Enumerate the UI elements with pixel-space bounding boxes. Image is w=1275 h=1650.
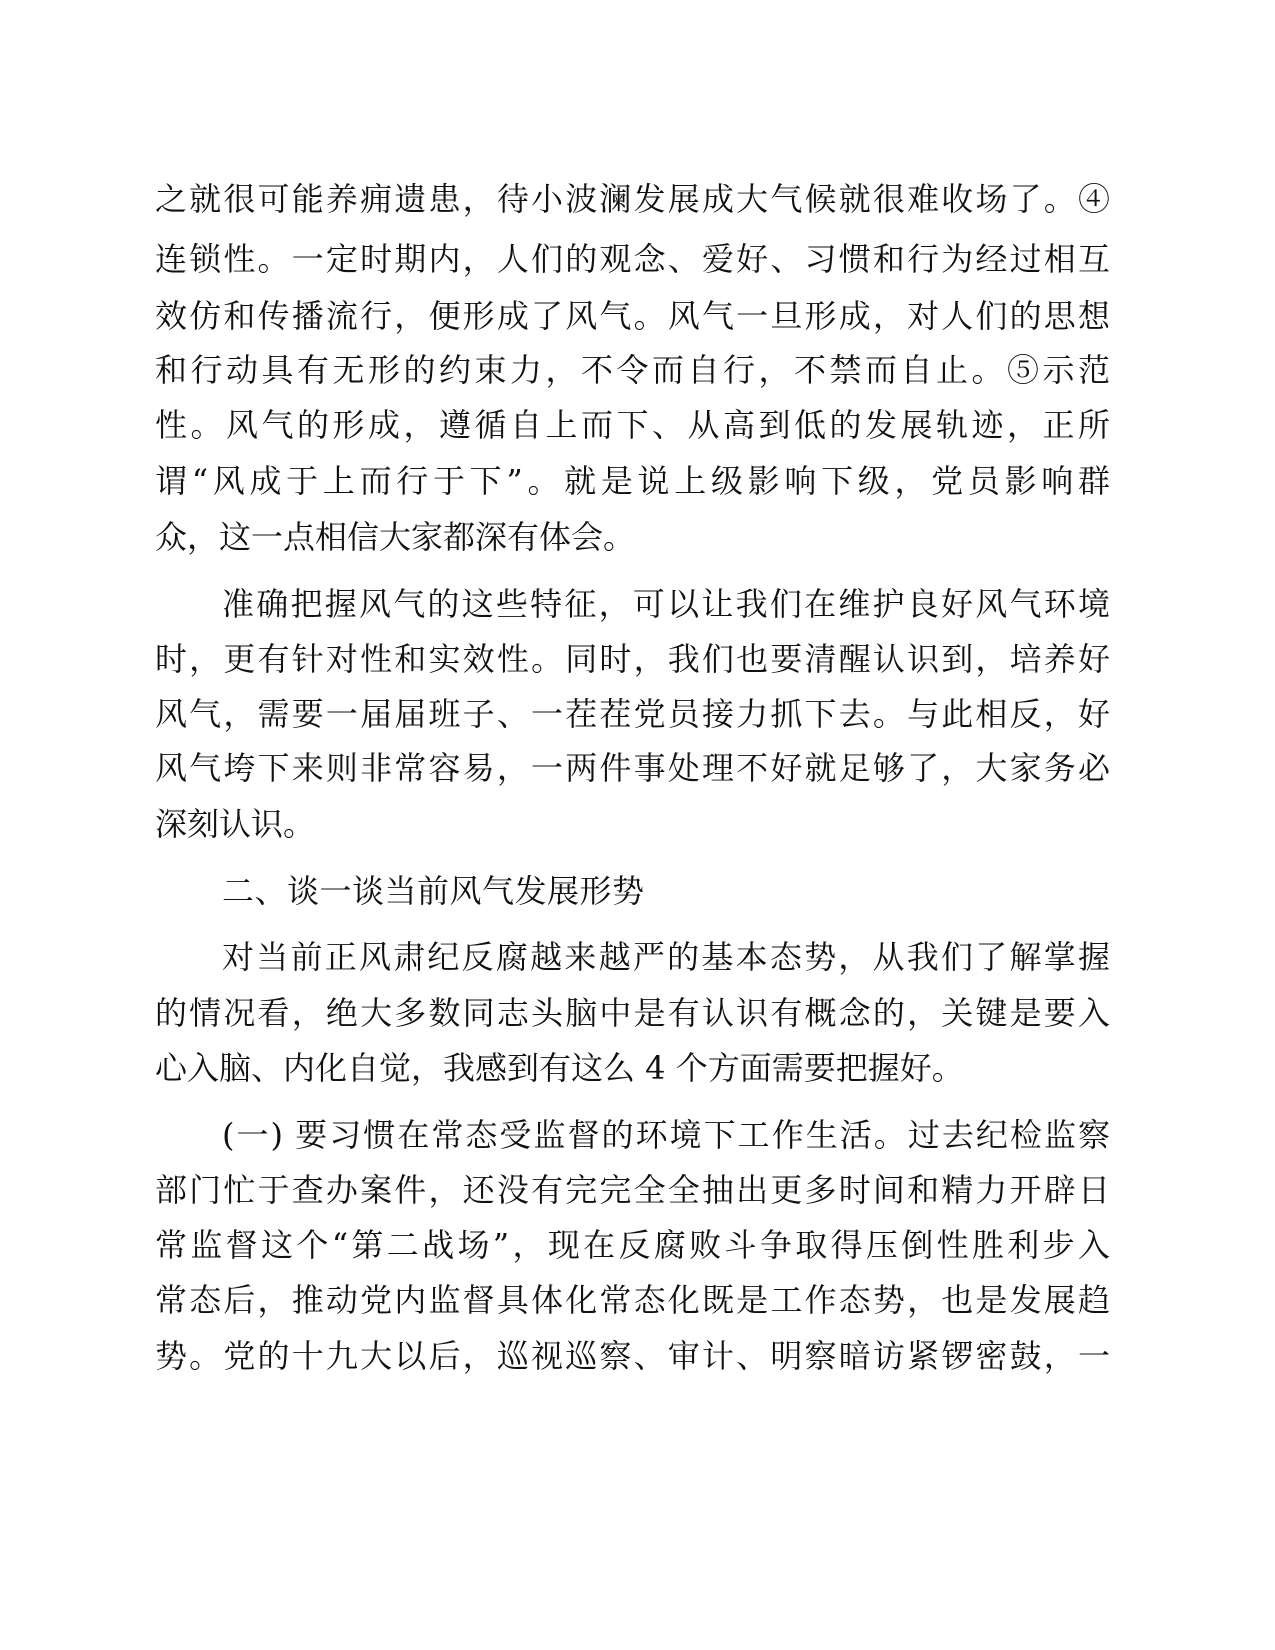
paragraph-2-line-3: 风气，需要一届届班子、一茬茬党员接力抓下去。与此相反，好 — [155, 695, 1110, 733]
paragraph-4-line-5: 势。党的十九大以后，巡视巡察、审计、明察暗访紧锣密鼓，一 — [155, 1337, 1110, 1375]
paragraph-4-line-3: 常监督这个“第二战场”，现在反腐败斗争取得压倒性胜利步入 — [155, 1226, 1110, 1264]
paragraph-1-line-2: 连锁性。一定时期内，人们的观念、爱好、习惯和行为经过相互 — [155, 240, 1110, 278]
paragraph-1-line-1: 之就很可能养痈遗患，待小波澜发展成大气候就很难收场了。④ — [155, 180, 1110, 218]
paragraph-1-line-4: 和行动具有无形的约束力，不令而自行，不禁而自止。⑤示范 — [155, 351, 1110, 389]
paragraph-2-line-4: 风气垮下来则非常容易，一两件事处理不好就足够了，大家务必 — [155, 749, 1110, 787]
paragraph-2-line-5: 深刻认识。 — [155, 805, 316, 843]
section-heading: 二、谈一谈当前风气发展形势 — [222, 872, 645, 910]
paragraph-4-line-2: 部门忙于查办案件，还没有完完全全抽出更多时间和精力开辟日 — [155, 1171, 1110, 1209]
paragraph-1-line-3: 效仿和传播流行，便形成了风气。风气一旦形成，对人们的思想 — [155, 297, 1110, 335]
paragraph-3-line-3: 心入脑、内化自觉，我感到有这么 4 个方面需要把握好。 — [155, 1049, 964, 1087]
paragraph-1-line-7: 众，这一点相信大家都深有体会。 — [155, 518, 636, 556]
paragraph-3-line-2: 的情况看，绝大多数同志头脑中是有认识有概念的，关键是要入 — [155, 994, 1110, 1032]
paragraph-3-line-1: 对当前正风肃纪反腐越来越严的基本态势，从我们了解掌握 — [222, 938, 1110, 976]
paragraph-4-line-4: 常态后，推动党内监督具体化常态化既是工作态势，也是发展趋 — [155, 1281, 1110, 1319]
paragraph-4-line-1: (一) 要习惯在常态受监督的环境下工作生活。过去纪检监察 — [222, 1116, 1110, 1154]
paragraph-2-line-1: 准确把握风气的这些特征，可以让我们在维护良好风气环境 — [222, 585, 1110, 623]
paragraph-1-line-6: 谓“风成于上而行于下”。就是说上级影响下级，党员影响群 — [155, 462, 1110, 500]
paragraph-1-line-5: 性。风气的形成，遵循自上而下、从高到低的发展轨迹，正所 — [155, 406, 1110, 444]
paragraph-2-line-2: 时，更有针对性和实效性。同时，我们也要清醒认识到，培养好 — [155, 640, 1110, 678]
